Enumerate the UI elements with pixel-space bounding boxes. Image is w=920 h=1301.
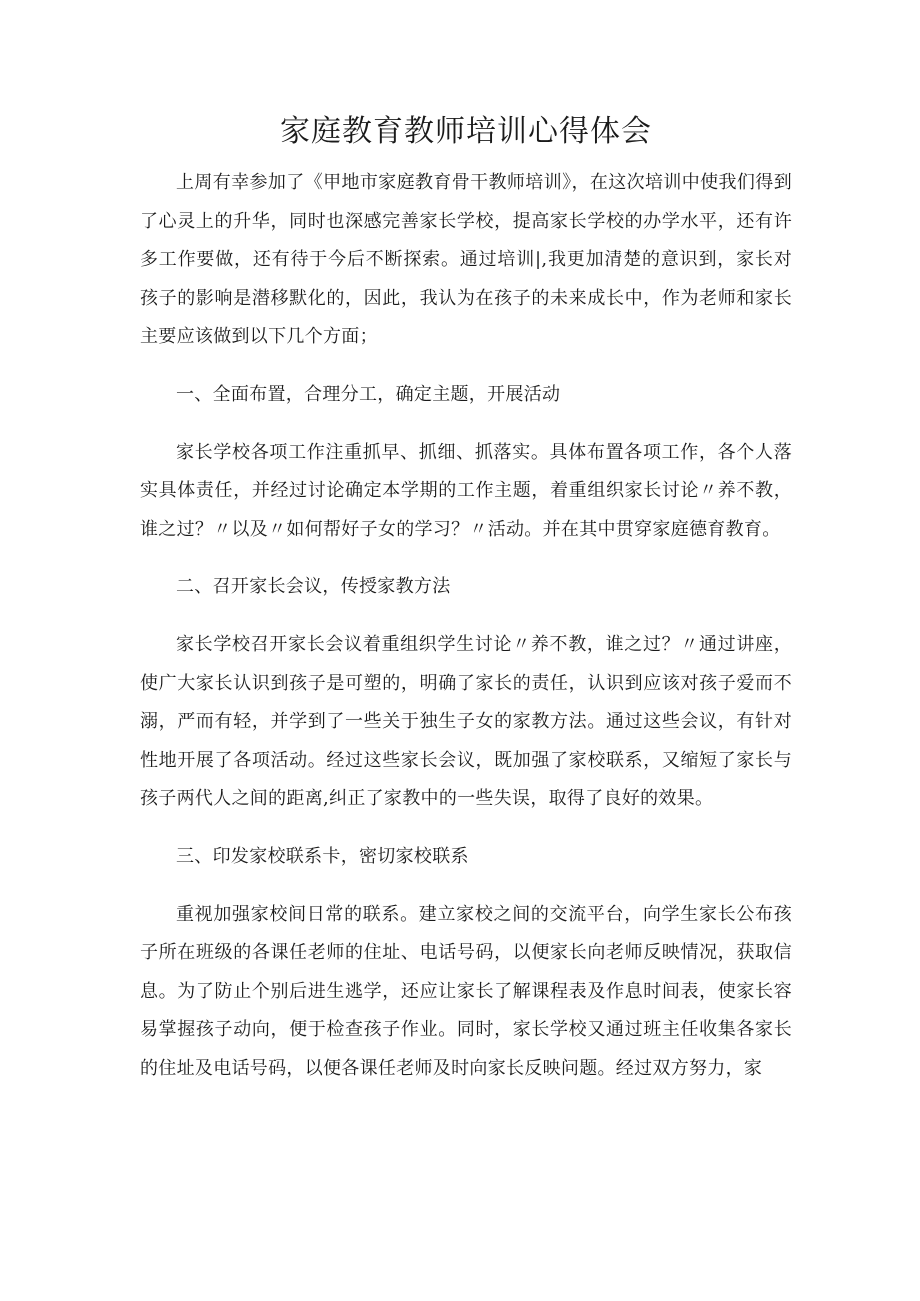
document-body [140, 164, 792, 1088]
section-heading-3: 三、印发家校联系卡，密切家校联系 [176, 845, 469, 867]
paragraph-section-3: 重视加强家校间日常的联系。建立家校之间的交流平台，向学生家长公布孩子所在班级的各课任老师的住址、电话号码，以便家长向老师反映情况，获取信息。为了防止个别后进生逃学，还应让家长了解课程表及作息时间表，使家长容易掌握孩子动向，便于检查孩子作业。同时，家长学校又通过班主任收集各家长的住址及电话号码，以便各课任老师及时向家长反映问题。经过双方努力，家 [140, 903, 792, 1079]
paragraph-spacer [140, 549, 792, 568]
paragraph-spacer [140, 415, 792, 434]
paragraph-spacer [140, 877, 792, 896]
paragraph-intro: 上周有幸参加了《甲地市家庭教育骨干教师培训》，在这次培训中使我们得到了心灵上的升华，同时也深感完善家长学校，提高家长学校的办学水平，还有许多工作要做，还有待于今后不断探索。通过培训|,我更加清楚的意识到，家长对孩子的影响是潜移默化的，因此，我认为在孩子的未来成长中，作为老师和家长主要应该做到以下几个方面； [140, 172, 792, 348]
paragraph-spacer [140, 357, 792, 376]
paragraph-section-1: 家长学校各项工作注重抓早、抓细、抓落实。具体布置各项工作，各个人落实具体责任，并经过讨论确定本学期的工作主题，着重组织家长讨论〃养不教，谁之过？〃以及〃如何帮好子女的学习？〃活动。并在其中贯穿家庭德育教育。 [140, 441, 792, 540]
paragraph-section-2: 家长学校召开家长会议着重组织学生讨论〃养不教，谁之过？〃通过讲座，使广大家长认识到孩子是可塑的，明确了家长的责任，认识到应该对孩子爱而不溺，严而有轻，并学到了一些关于独生子女的家教方法。通过这些会议，有针对性地开展了各项活动。经过这些家长会议，既加强了家校联系，又缩短了家长与孩子两代人之间的距离,纠正了家教中的一些失误，取得了良好的效果。 [140, 633, 792, 810]
document-title: 家庭教育教师培训心得体会 [280, 114, 652, 149]
paragraph-spacer [140, 819, 792, 838]
paragraph-spacer [140, 607, 792, 626]
section-heading-1: 一、全面布置，合理分工，确定主题，开展活动 [176, 383, 561, 405]
section-heading-2: 二、召开家长会议，传授家教方法 [176, 576, 451, 598]
